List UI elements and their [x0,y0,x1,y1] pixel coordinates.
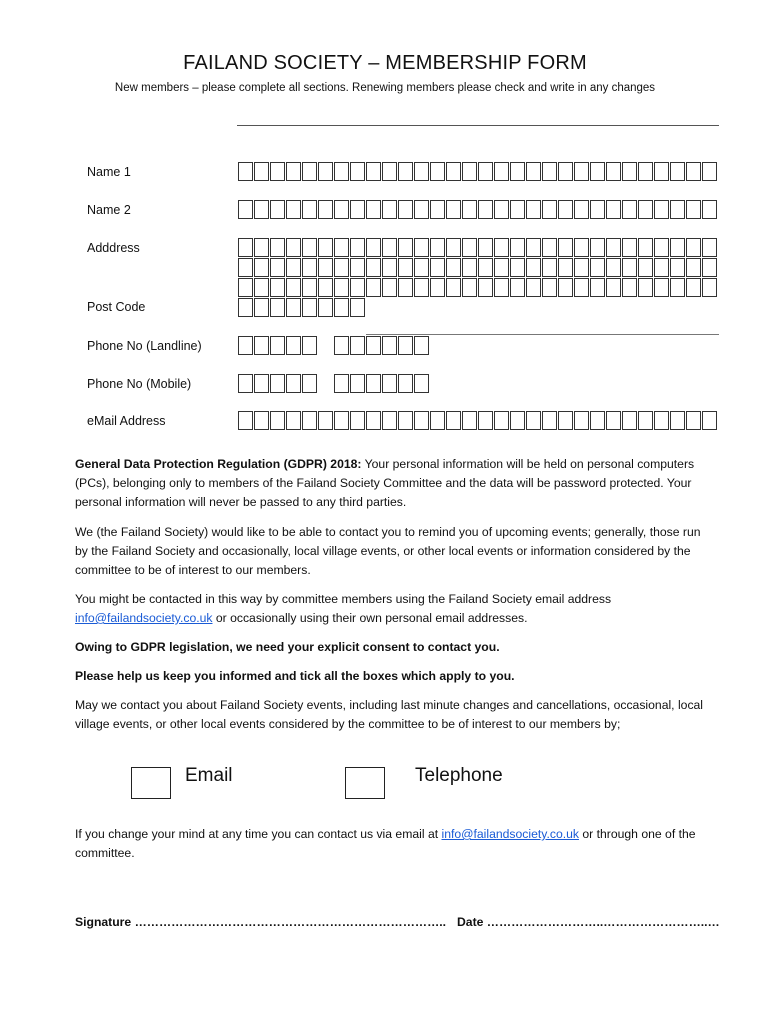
character-box[interactable] [430,238,445,257]
character-box[interactable] [382,238,397,257]
character-box[interactable] [542,411,557,430]
character-box[interactable] [238,374,253,393]
address-label: Adddress [87,241,140,255]
character-box[interactable] [286,374,301,393]
character-box[interactable] [350,162,365,181]
character-box[interactable] [494,238,509,257]
character-box[interactable] [542,238,557,257]
character-box[interactable] [542,278,557,297]
character-box[interactable] [414,258,429,277]
character-box[interactable] [254,200,269,219]
character-box[interactable] [590,162,605,181]
character-box[interactable] [318,278,333,297]
character-box[interactable] [334,298,349,317]
character-box[interactable] [686,278,701,297]
character-box[interactable] [382,374,397,393]
gdpr-heading: General Data Protection Regulation (GDPR) 2018: [75,457,362,471]
character-box[interactable] [270,238,285,257]
character-box[interactable] [446,238,461,257]
character-box[interactable] [686,238,701,257]
society-email-link[interactable]: info@failandsociety.co.uk [75,611,213,625]
character-box[interactable] [638,258,653,277]
gdpr-consent-notice [75,638,705,657]
form-title: FAILAND SOCIETY – MEMBERSHIP FORM [183,52,587,74]
character-box[interactable] [446,162,461,181]
gdpr-paragraph-3-text-b: or occasionally using their own personal email addresses. [212,611,528,625]
character-box[interactable] [382,278,397,297]
character-box[interactable] [494,278,509,297]
character-box[interactable] [654,238,669,257]
character-box[interactable] [254,411,269,430]
character-box[interactable] [526,162,541,181]
character-box[interactable] [382,258,397,277]
character-box[interactable] [654,200,669,219]
character-box[interactable] [542,258,557,277]
character-box[interactable] [574,258,589,277]
character-box[interactable] [686,162,701,181]
character-box[interactable] [702,200,717,219]
date-line[interactable]: Date ………………………..……………………..… [457,915,720,929]
character-box[interactable] [590,411,605,430]
character-box[interactable] [606,411,621,430]
character-box[interactable] [270,258,285,277]
character-box[interactable] [238,258,253,277]
character-box[interactable] [526,411,541,430]
character-box[interactable] [494,411,509,430]
character-box[interactable] [542,200,557,219]
character-box[interactable] [318,411,333,430]
character-box[interactable] [286,200,301,219]
character-box[interactable] [286,411,301,430]
name1-input[interactable] [238,162,718,181]
character-box[interactable] [526,258,541,277]
phone-landline-label: Phone No (Landline) [87,339,202,353]
character-box[interactable] [430,162,445,181]
gdpr-paragraph-1-text: Your personal information will be held on personal computers (PCs), belonging only to members of the Failand Society Committee and the data will be password protected. Your personal information will never be passed to any third parties. [75,457,695,509]
character-box[interactable] [654,258,669,277]
character-box[interactable] [462,200,477,219]
character-box[interactable] [654,162,669,181]
character-box[interactable] [526,200,541,219]
character-box[interactable] [414,200,429,219]
character-box[interactable] [334,238,349,257]
character-box[interactable] [622,411,637,430]
character-box[interactable] [670,238,685,257]
character-box[interactable] [574,200,589,219]
character-box[interactable] [254,258,269,277]
character-box[interactable] [606,238,621,257]
consent-telephone-label: Telephone [415,765,503,786]
character-box[interactable] [430,258,445,277]
character-box[interactable] [270,336,285,355]
character-box[interactable] [382,336,397,355]
character-box[interactable] [558,411,573,430]
character-box[interactable] [238,336,253,355]
character-box[interactable] [510,411,525,430]
character-box[interactable] [398,258,413,277]
character-box[interactable] [478,238,493,257]
character-box[interactable] [590,278,605,297]
character-box[interactable] [686,411,701,430]
name2-input[interactable] [238,200,718,219]
character-box[interactable] [510,200,525,219]
character-box[interactable] [510,278,525,297]
consent-telephone-checkbox[interactable] [345,767,385,799]
character-box[interactable] [302,162,317,181]
gdpr-paragraph-3 [75,590,705,628]
character-box[interactable] [350,238,365,257]
character-box[interactable] [622,200,637,219]
character-box[interactable] [654,411,669,430]
character-box[interactable] [270,278,285,297]
character-box[interactable] [622,278,637,297]
gdpr-paragraph-3-text-a: You might be contacted in this way by committee members using the Failand Society email address [75,592,612,606]
character-box[interactable] [414,278,429,297]
character-box[interactable] [638,162,653,181]
character-box[interactable] [366,238,381,257]
character-box[interactable] [494,200,509,219]
character-box[interactable] [254,298,269,317]
character-box[interactable] [606,200,621,219]
character-box[interactable] [302,411,317,430]
character-box[interactable] [606,258,621,277]
character-box[interactable] [318,200,333,219]
character-box[interactable] [366,162,381,181]
character-box[interactable] [302,278,317,297]
character-box[interactable] [254,278,269,297]
character-box[interactable] [302,374,317,393]
character-box[interactable] [366,258,381,277]
character-box[interactable] [302,298,317,317]
character-box[interactable] [286,258,301,277]
consent-email-checkbox[interactable] [131,767,171,799]
address-input-line1[interactable] [238,238,718,257]
character-box[interactable] [494,258,509,277]
gdpr-consent-notice-text: Owing to GDPR legislation, we need your explicit consent to contact you. [75,640,500,654]
character-box[interactable] [270,374,285,393]
character-box[interactable] [558,162,573,181]
character-box[interactable] [350,374,365,393]
character-box[interactable] [318,238,333,257]
form-subtitle: New members – please complete all sections. Renewing members please check and write in any changes [114,82,656,94]
character-box[interactable] [702,162,717,181]
change-mind-note-text-a: If you change your mind at any time you can contact us via email at [75,827,442,841]
character-box[interactable] [510,238,525,257]
character-box[interactable] [478,200,493,219]
character-box[interactable] [606,162,621,181]
character-box[interactable] [398,336,413,355]
divider-top [237,125,719,126]
character-box[interactable] [638,411,653,430]
character-box[interactable] [350,298,365,317]
consent-email-label: Email [185,765,233,786]
character-box[interactable] [622,258,637,277]
character-box[interactable] [510,258,525,277]
character-box[interactable] [686,200,701,219]
character-box[interactable] [286,278,301,297]
email-input[interactable] [238,411,718,430]
character-box[interactable] [398,278,413,297]
character-box[interactable] [270,200,285,219]
character-box[interactable] [638,238,653,257]
gdpr-paragraph-2: We (the Failand Society) would like to be able to contact you to remind you of upcoming events; generally, those run by the Failand Society and occasionally, local village events, or other local events or information considered by the committee to be of interest to our members. [75,525,701,577]
change-mind-note-text-b: or through one of the committee. [75,827,696,860]
phone-mobile-label: Phone No (Mobile) [87,377,192,391]
character-box[interactable] [478,258,493,277]
character-box[interactable] [702,411,717,430]
change-mind-note [75,825,705,863]
character-box[interactable] [334,162,349,181]
character-box[interactable] [558,278,573,297]
character-box[interactable] [254,162,269,181]
character-box[interactable] [526,238,541,257]
character-box[interactable] [350,411,365,430]
divider-mid [366,334,719,335]
character-box[interactable] [430,411,445,430]
character-box[interactable] [238,162,253,181]
character-box[interactable] [574,162,589,181]
character-box[interactable] [286,336,301,355]
character-box[interactable] [238,238,253,257]
character-box[interactable] [446,411,461,430]
character-box[interactable] [558,200,573,219]
character-box[interactable] [574,411,589,430]
character-box[interactable] [590,258,605,277]
character-box[interactable] [334,411,349,430]
character-box[interactable] [558,238,573,257]
postcode-input[interactable] [238,298,366,317]
character-box[interactable] [334,200,349,219]
character-box[interactable] [286,298,301,317]
character-box[interactable] [462,258,477,277]
postcode-label: Post Code [87,300,146,314]
character-box[interactable] [286,238,301,257]
character-box[interactable] [366,411,381,430]
character-box[interactable] [478,162,493,181]
character-box[interactable] [478,411,493,430]
character-box[interactable] [414,374,429,393]
character-box[interactable] [702,258,717,277]
character-box[interactable] [510,162,525,181]
character-box[interactable] [686,258,701,277]
character-box[interactable] [526,278,541,297]
character-box[interactable] [334,258,349,277]
character-box[interactable] [382,162,397,181]
character-box[interactable] [670,411,685,430]
character-box[interactable] [462,278,477,297]
character-box[interactable] [414,162,429,181]
character-box[interactable] [238,278,253,297]
character-box[interactable] [334,374,349,393]
character-box[interactable] [654,278,669,297]
character-box[interactable] [702,278,717,297]
character-box[interactable] [446,278,461,297]
character-box[interactable] [494,162,509,181]
address-input-line3[interactable] [238,278,718,297]
name1-label: Name 1 [87,165,131,179]
character-box[interactable] [446,258,461,277]
character-box[interactable] [366,336,381,355]
character-box[interactable] [398,200,413,219]
character-box[interactable] [638,200,653,219]
character-box[interactable] [398,238,413,257]
name2-label: Name 2 [87,203,131,217]
character-box[interactable] [270,411,285,430]
character-box[interactable] [638,278,653,297]
character-box[interactable] [366,200,381,219]
character-box[interactable] [350,336,365,355]
signature-line[interactable]: Signature ………………………………………………………………….. [75,915,447,929]
character-box[interactable] [302,336,317,355]
character-box[interactable] [574,278,589,297]
gdpr-paragraph-6: May we contact you about Failand Society events, including last minute changes and cancellations, occasional, local village events, or other local events considered by the committee to be of interest to our members by; [75,698,704,731]
character-box[interactable] [318,258,333,277]
character-box[interactable] [702,238,717,257]
footer-email-link[interactable]: info@failandsociety.co.uk [441,827,579,841]
character-box[interactable] [670,200,685,219]
character-box[interactable] [302,200,317,219]
character-box[interactable] [238,411,253,430]
character-box[interactable] [302,238,317,257]
character-box[interactable] [558,258,573,277]
character-box[interactable] [462,162,477,181]
character-box[interactable] [382,200,397,219]
character-box[interactable] [334,278,349,297]
character-box[interactable] [286,162,301,181]
character-box[interactable] [382,411,397,430]
mobile-number-input[interactable] [334,374,430,393]
character-box[interactable] [542,162,557,181]
character-box[interactable] [670,162,685,181]
gdpr-paragraph-1 [75,455,705,512]
character-box[interactable] [366,278,381,297]
character-box[interactable] [318,162,333,181]
address-input-line2[interactable] [238,258,718,277]
character-box[interactable] [462,411,477,430]
character-box[interactable] [238,200,253,219]
mobile-prefix-input[interactable] [238,374,318,393]
character-box[interactable] [478,278,493,297]
character-box[interactable] [270,162,285,181]
character-box[interactable] [350,200,365,219]
gdpr-tick-instruction-text: Please help us keep you informed and tick all the boxes which apply to you. [75,669,515,683]
landline-number-input[interactable] [334,336,430,355]
character-box[interactable] [350,258,365,277]
character-box[interactable] [254,336,269,355]
character-box[interactable] [590,238,605,257]
character-box[interactable] [398,411,413,430]
gdpr-tick-instruction [75,667,705,686]
character-box[interactable] [622,238,637,257]
character-box[interactable] [414,411,429,430]
character-box[interactable] [366,374,381,393]
character-box[interactable] [590,200,605,219]
landline-area-code-input[interactable] [238,336,318,355]
character-box[interactable] [462,238,477,257]
character-box[interactable] [318,298,333,317]
character-box[interactable] [670,278,685,297]
character-box[interactable] [414,238,429,257]
email-label: eMail Address [87,414,166,428]
character-box[interactable] [446,200,461,219]
character-box[interactable] [622,162,637,181]
character-box[interactable] [270,298,285,317]
character-box[interactable] [414,336,429,355]
character-box[interactable] [254,374,269,393]
character-box[interactable] [398,162,413,181]
character-box[interactable] [574,238,589,257]
character-box[interactable] [430,200,445,219]
character-box[interactable] [670,258,685,277]
character-box[interactable] [334,336,349,355]
character-box[interactable] [350,278,365,297]
character-box[interactable] [606,278,621,297]
character-box[interactable] [238,298,253,317]
character-box[interactable] [398,374,413,393]
character-box[interactable] [254,238,269,257]
character-box[interactable] [302,258,317,277]
character-box[interactable] [430,278,445,297]
